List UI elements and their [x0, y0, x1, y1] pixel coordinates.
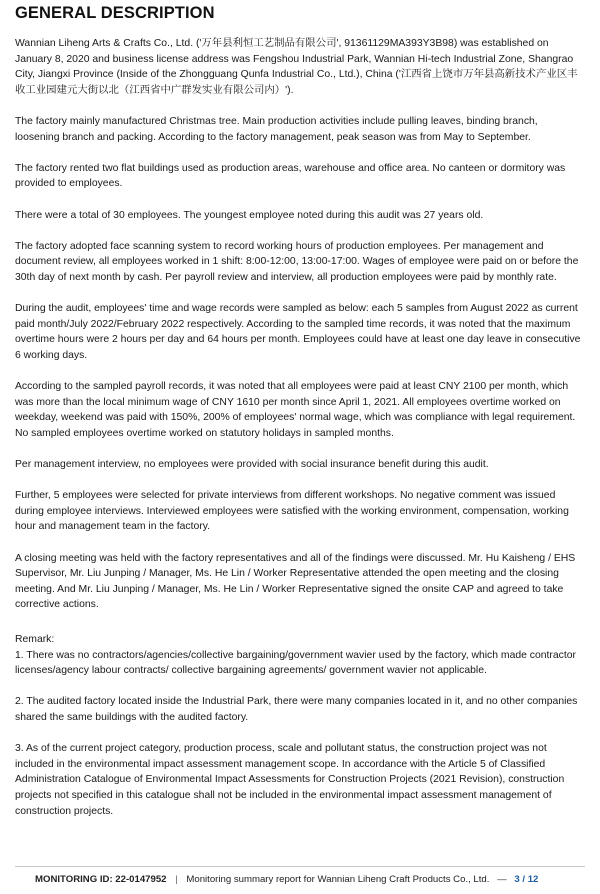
report-title: Monitoring summary report for Wannian Liheng Craft Products Co., Ltd.	[186, 874, 490, 885]
company-overview-paragraph: Wannian Liheng Arts & Crafts Co., Ltd. ('万年县利恒工艺制品有限公司', 91361129MA393Y3B98) was established on January 8, 2020 and business license address was Fengshou Industrial Park, Wannian Hi-tech Industrial Zone, Shangrao City, Jiangxi Province (Inside of the Zhongguang Qunfa Industrial Co., Ltd.), China ('江西省上饶市万年县高新技术产业区丰收工业园建元大街以北（江西省中广群发实业有限公司内）').	[15, 38, 578, 96]
production-paragraph: The factory mainly manufactured Christmas tree. Main production activities include pulling leaves, binding branch, loosening branch and packing. According to the factory management, peak season was from May to September.	[15, 115, 538, 143]
payroll-paragraph: According to the sampled payroll records, it was noted that all employees were paid at least CNY 2100 per month, which was more than the local minimum wage of CNY 1610 per month since April 1, 2021. All employees overtime worked on weekday, weekend was paid with 150%, 200% of employees' normal wage, which was compliance with legal requirement. No sampled employees overtime worked on statutory holidays in sampled months.	[15, 381, 576, 439]
social-insurance-paragraph: Per management interview, no employees were provided with social insurance benefit during this audit.	[15, 459, 489, 471]
sampling-paragraph: During the audit, employees' time and wage records were sampled as below: each 5 samples from August 2022 as current paid month/July 2022/February 2022 respectively. According to the sampled time records, it was noted that the maximum overtime hours were 2 hours per day and 64 hours per month. Employees could have at least one day leave in consecutive 6 working days.	[15, 303, 581, 361]
footer-separator: |	[175, 874, 178, 885]
remark-item: 2. The audited factory located inside the Industrial Park, there were many companies located in it, and no other companies shared the same buildings with the audited factory.	[15, 696, 578, 723]
buildings-paragraph: The factory rented two flat buildings used as production areas, warehouse and office area. No canteen or dormitory was provided to employees.	[15, 162, 566, 190]
page-number: 3 / 12	[514, 874, 539, 885]
remarks-title: Remark:	[15, 633, 55, 645]
interviews-paragraph: Further, 5 employees were selected for private interviews from different workshops. No negative comment was issued during employee interviews. Interviewed employees were satisfied with the working environment, compensation, working hour and management team in the factory.	[15, 490, 569, 533]
closing-meeting-paragraph: A closing meeting was held with the factory representatives and all of the findings were discussed. Mr. Hu Kaisheng / EHS Supervisor, Mr. Liu Junping / Manager, Ms. He Lin / Worker Representative attended the open meeting and the closing meeting. And Mr. Liu Junping / Manager, Ms. He Lin / Worker Representative signed the onsite CAP and agreed to take corrective actions.	[15, 552, 576, 611]
document-page	[15, 4, 581, 835]
remark-item: 3. As of the current project category, production process, scale and pollutant status, the construction project was not included in the environmental impact assessment management scope. In accordance with the Article 5 of Classified Administration Catalogue of Environmental Impact Assessments for Construction Projects (2021 Revision), construction projects not specified in this catalogue shall not be included in the environmental impact assessment management of construction projects.	[15, 743, 565, 817]
footer-dash: —	[497, 874, 507, 885]
section-heading: GENERAL DESCRIPTION	[15, 4, 215, 22]
remarks-section	[15, 632, 581, 819]
page-footer	[15, 866, 585, 894]
employees-paragraph: There were a total of 30 employees. The youngest employee noted during this audit was 27 years old.	[15, 209, 484, 221]
working-hours-paragraph: The factory adopted face scanning system to record working hours of production employees. Per management and document review, all employees worked in 1 shift: 8:00-12:00, 13:00-17:00. Wages of employee were paid on or before the 30th day of next month by cash. Per payroll review and interview, all production employees were paid by monthly rate.	[15, 240, 579, 283]
monitoring-id: MONITORING ID: 22-0147952	[35, 874, 167, 885]
remark-item: 1. There was no contractors/agencies/collective bargaining/government wavier used by the factory, which made contractor licenses/agency labour contracts/ collective bargaining agreements/ government wavier not applicable.	[15, 649, 576, 677]
